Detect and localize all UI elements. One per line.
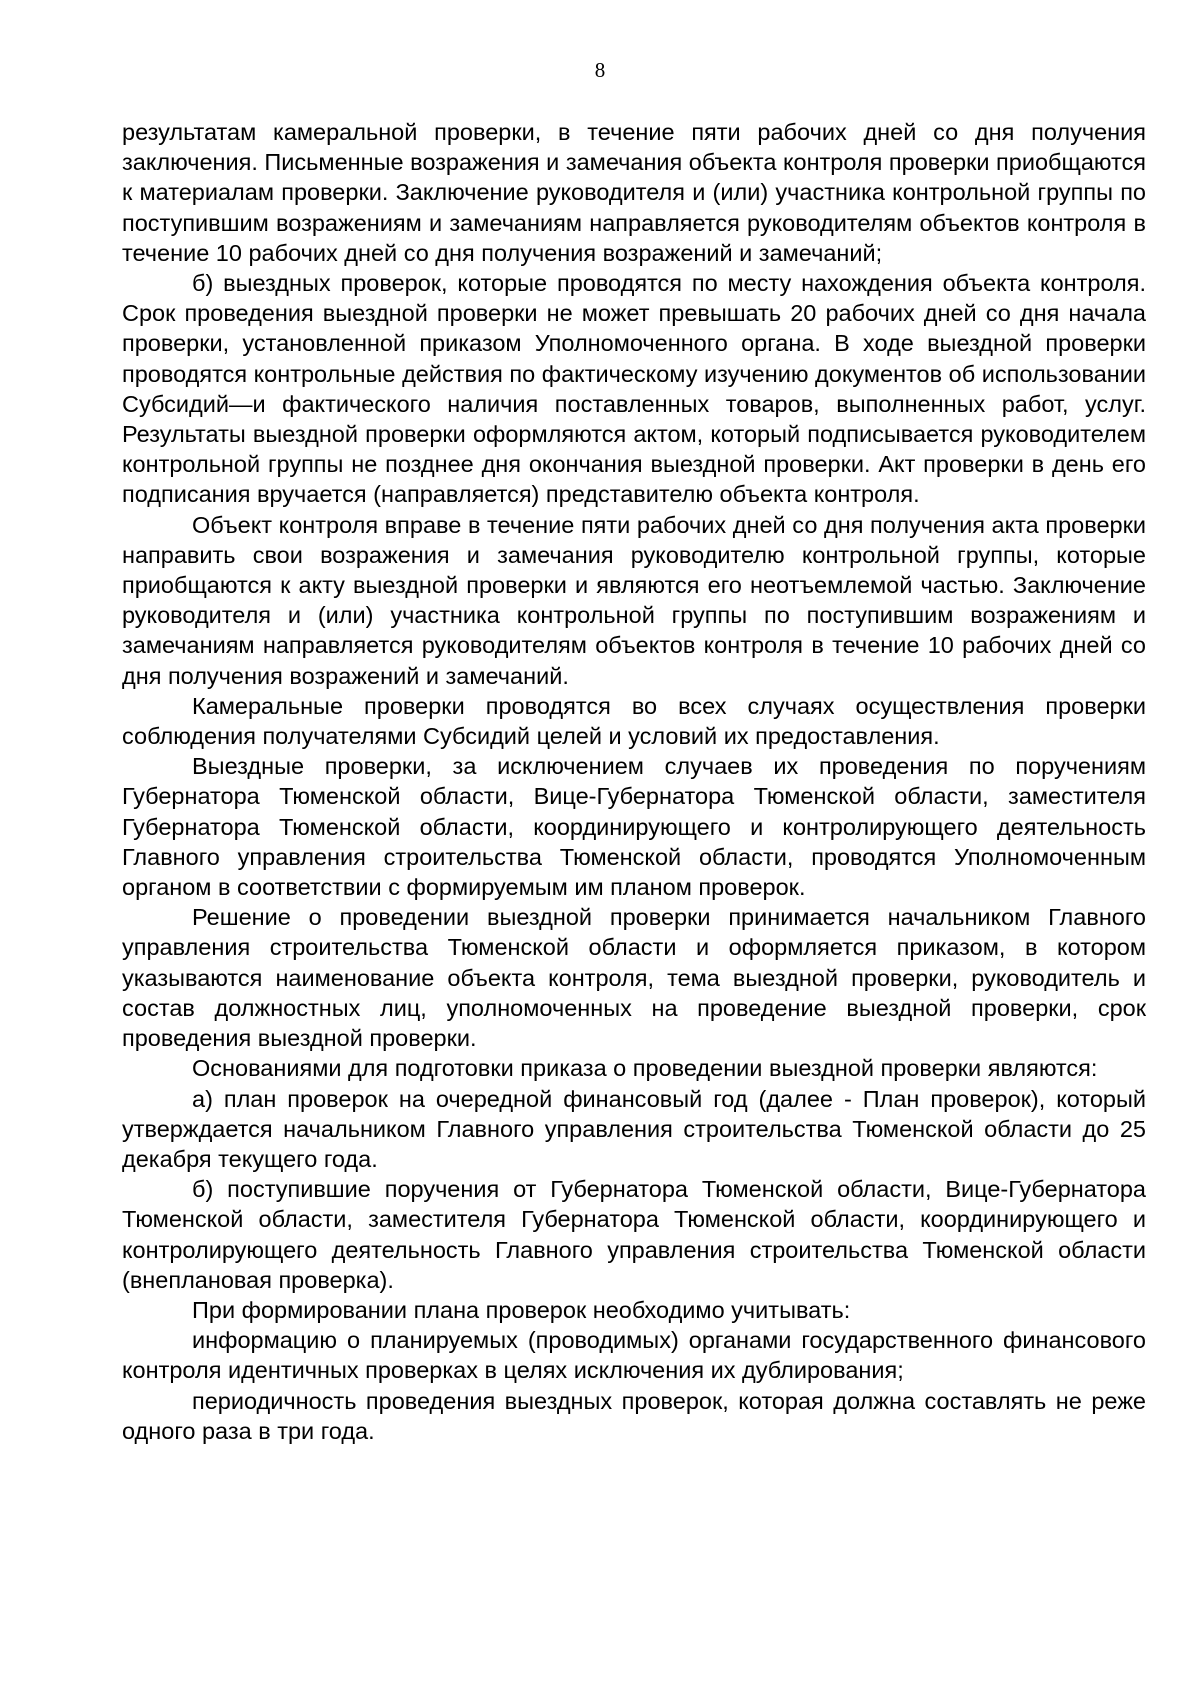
page-number: 8 bbox=[594, 58, 606, 82]
paragraph: Основаниями для подготовки приказа о проведении выездной проверки являются: bbox=[192, 1055, 1098, 1082]
paragraph: б) выездных проверок, которые проводятся по месту нахождения объекта контроля. Срок проведения выездной проверки не может превышать 20 рабочих дней со дня начала проверки, установленной приказом Уполномоченного органа. В ходе выездной проверки проводятся контрольные действия по фактическому изучению документов об использовании Субсидий—и фактического наличия поставленных товаров, выполненных работ, услуг. Результаты выездной проверки оформляются актом, который подписывается руководителем контрольной группы не позднее дня окончания выездной проверки. Акт проверки в день его подписания вручается (направляется) представителю объекта контроля. bbox=[122, 270, 1146, 508]
paragraph: периодичность проведения выездных проверок, которая должна составлять не реже одного раза в три года. bbox=[122, 1387, 1146, 1444]
paragraph: б) поступившие поручения от Губернатора Тюменской области, Вице-Губернатора Тюменской области, заместителя Губернатора Тюменской области, координирующего и контролирующего деятельность Главного управления строительства Тюменской области (внеплановая проверка). bbox=[122, 1176, 1146, 1293]
paragraph: информацию о планируемых (проводимых) органами государственного финансового контроля идентичных проверках в целях исключения их дублирования; bbox=[122, 1327, 1146, 1384]
paragraph: результатам камеральной проверки, в течение пяти рабочих дней со дня получения заключения. Письменные возражения и замечания объекта контроля проверки приобщаются к материалам проверки. Заключение руководителя и (или) участника контрольной группы по поступившим возражениям и замечаниям направляется руководителям объектов контроля в течение 10 рабочих дней со дня получения возражений и замечаний; bbox=[122, 119, 1146, 266]
paragraph: Выездные проверки, за исключением случаев их проведения по поручениям Губернатора Тюменской области, Вице-Губернатора Тюменской области, заместителя Губернатора Тюменской области, координирующего и контролирующего деятельность Главного управления строительства Тюменской области, проводятся Уполномоченным органом в соответствии с формируемым им планом проверок. bbox=[122, 753, 1146, 901]
paragraph: Объект контроля вправе в течение пяти рабочих дней со дня получения акта проверки направить свои возражения и замечания руководителю контрольной группы, которые приобщаются к акту выездной проверки и являются его неотъемлемой частью. Заключение руководителя и (или) участника контрольной группы по поступившим возражениям и замечаниям направляется руководителям объектов контроля в течение 10 рабочих дней со дня получения возражений и замечаний. bbox=[122, 511, 1146, 689]
document-body bbox=[122, 117, 1146, 1446]
paragraph: а) план проверок на очередной финансовый год (далее - План проверок), который утверждается начальником Главного управления строительства Тюменской области до 25 декабря текущего года. bbox=[122, 1085, 1146, 1172]
paragraph: Решение о проведении выездной проверки принимается начальником Главного управления строительства Тюменской области и оформляется приказом, в котором указываются наименование объекта контроля, тема выездной проверки, руководитель и состав должностных лиц, уполномоченных на проведение выездной проверки, срок проведения выездной проверки. bbox=[122, 904, 1146, 1052]
paragraph: При формировании плана проверок необходимо учитывать: bbox=[192, 1296, 851, 1323]
paragraph: Камеральные проверки проводятся во всех случаях осуществления проверки соблюдения получателями Субсидий целей и условий их предоставления. bbox=[122, 692, 1146, 750]
